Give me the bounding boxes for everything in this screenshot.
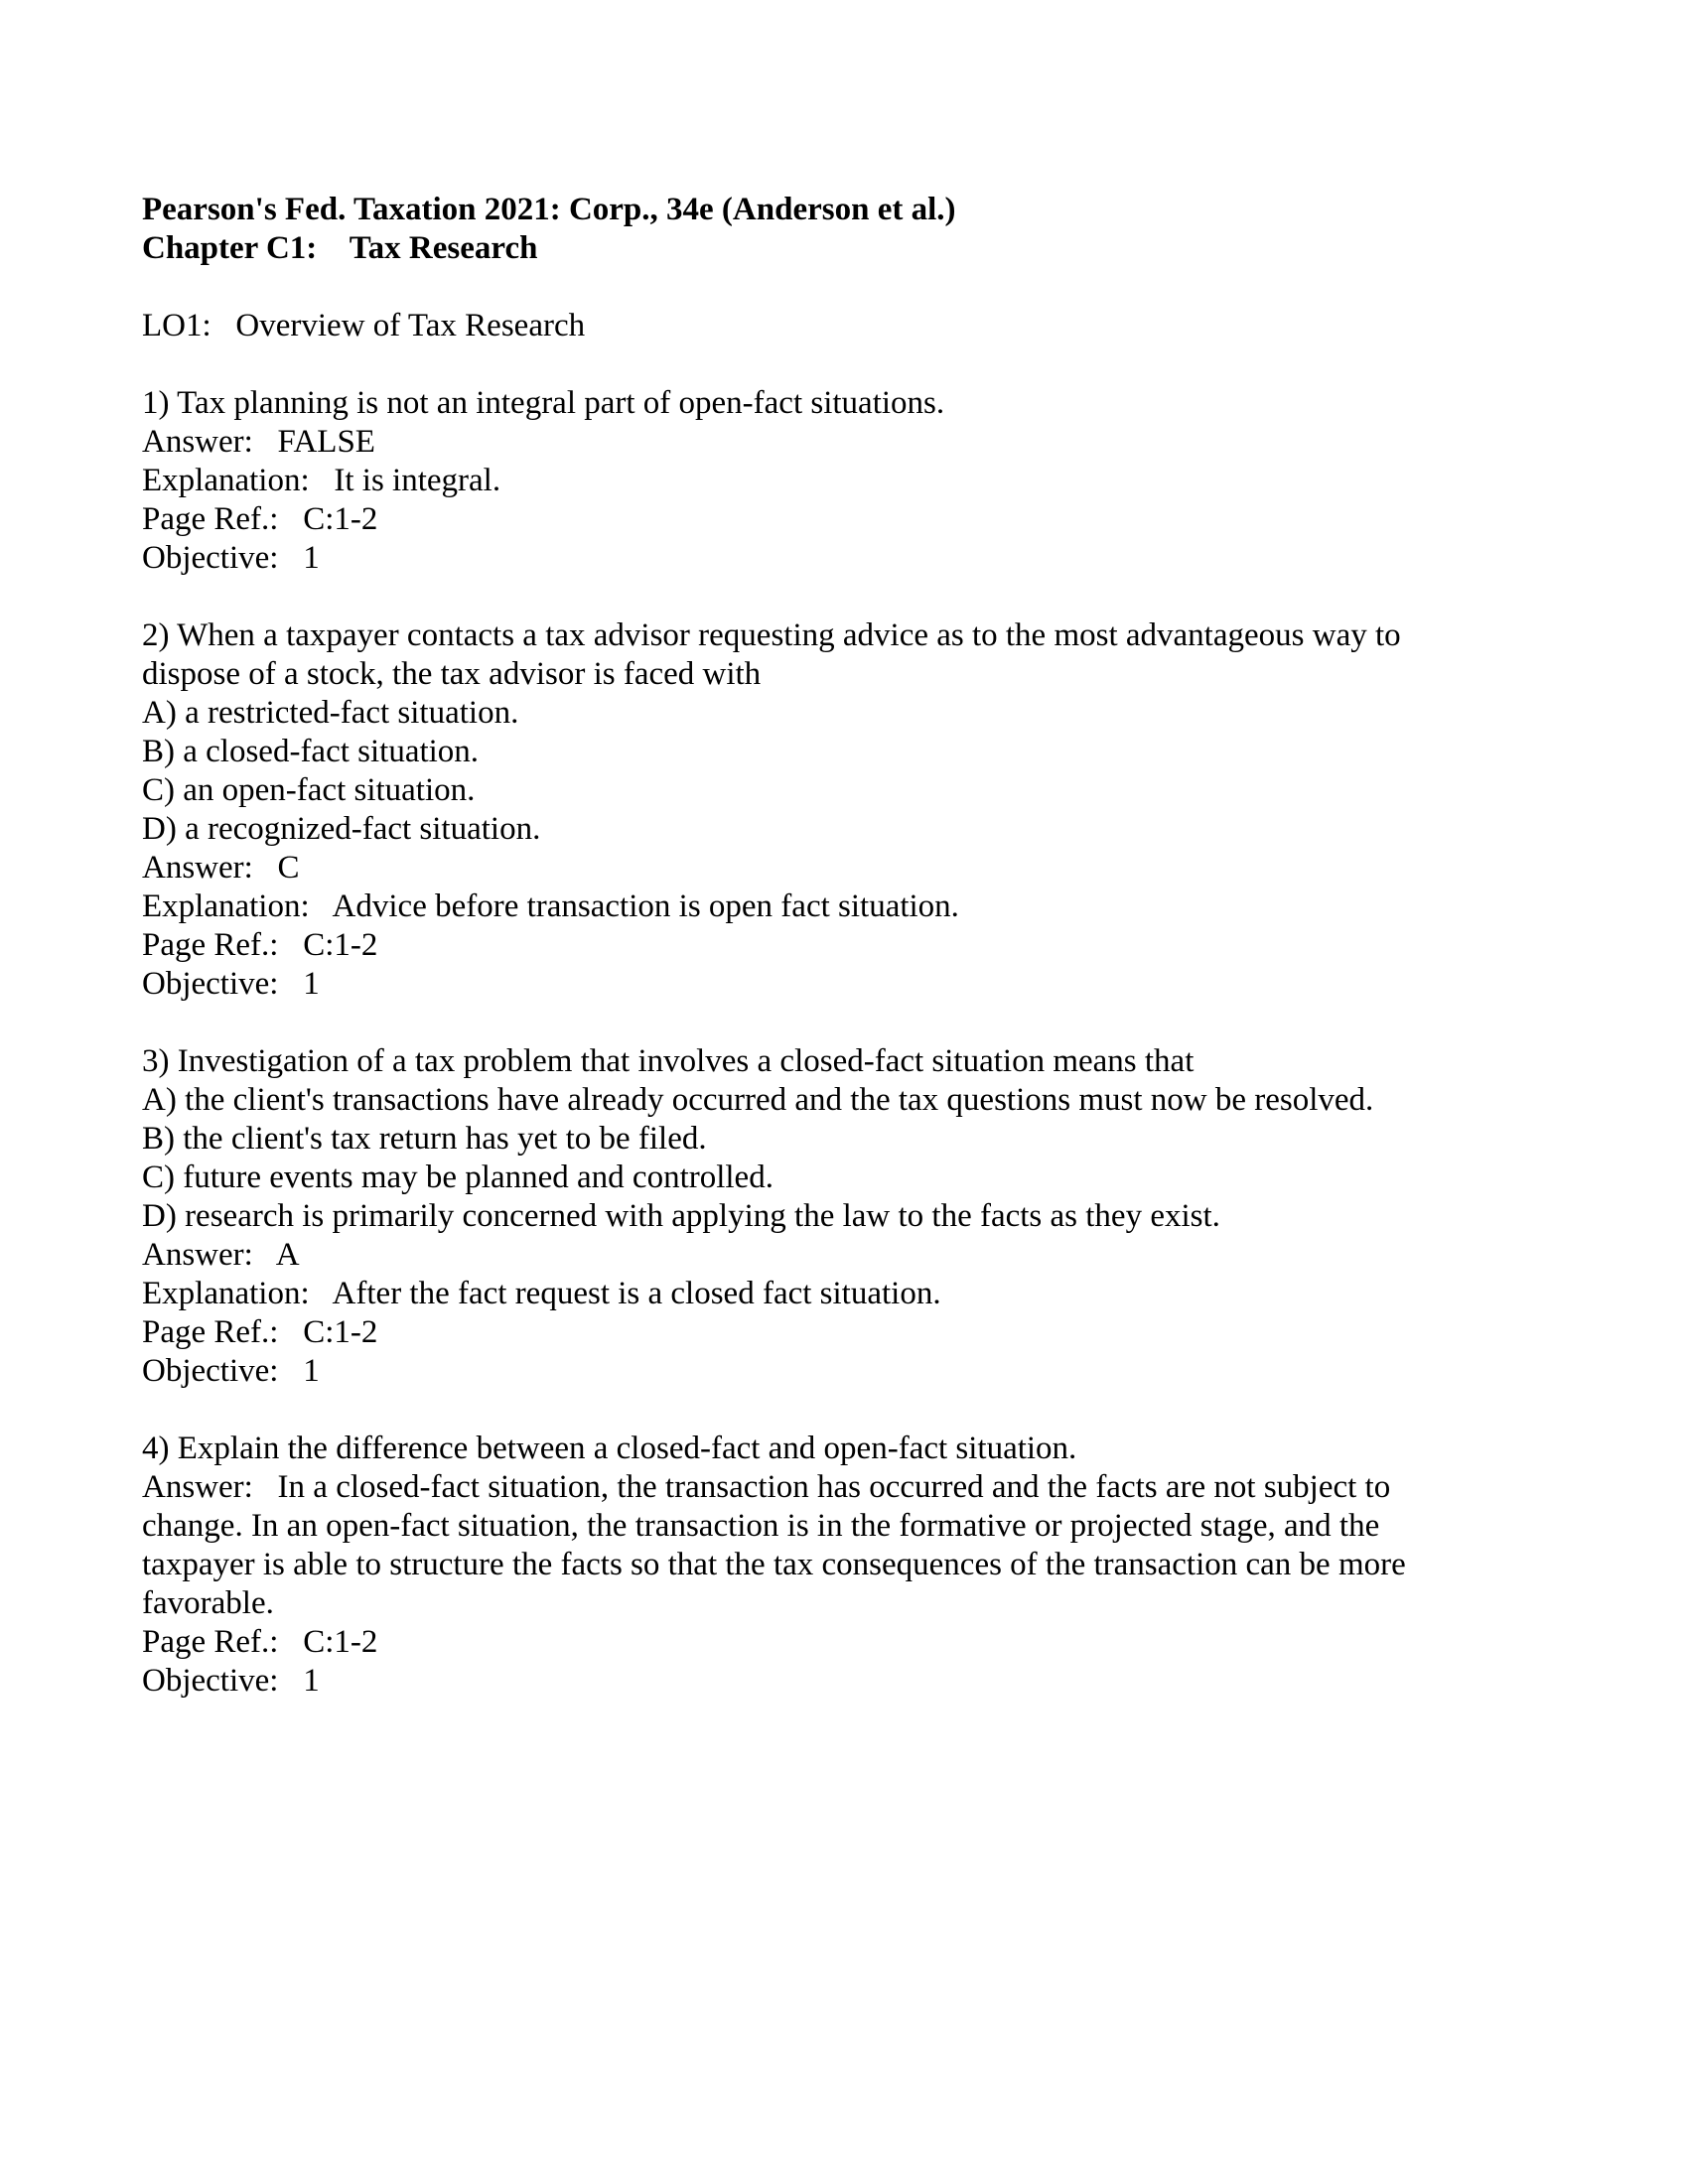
choice-c: C) an open-fact situation.: [142, 772, 476, 808]
explanation-line: Explanation: After the fact request is a closed fact situation.: [142, 1276, 941, 1311]
question-4: [142, 1430, 1450, 1701]
page-ref-line: Page Ref.: C:1-2: [142, 1624, 378, 1660]
choice-b: B) the client's tax return has yet to be filed.: [142, 1121, 707, 1157]
choice-a: A) a restricted-fact situation.: [142, 695, 519, 731]
question-2: [142, 616, 1450, 1004]
answer-line: Answer: FALSE: [142, 424, 375, 460]
objective-line: Objective: 1: [142, 540, 320, 576]
explanation-line: Explanation: It is integral.: [142, 463, 501, 498]
question-stem: 1) Tax planning is not an integral part of open-fact situations.: [142, 385, 945, 421]
objective-line: Objective: 1: [142, 1663, 320, 1699]
chapter-title: Chapter C1: Tax Research: [142, 230, 538, 266]
choice-a: A) the client's transactions have already occurred and the tax questions must now be resolved.: [142, 1082, 1374, 1118]
answer-line: Answer: A: [142, 1237, 300, 1273]
document-header: [142, 191, 1450, 268]
question-stem: 2) When a taxpayer contacts a tax advisor requesting advice as to the most advantageous way to dispose of a stock, the tax advisor is faced with: [142, 617, 1409, 692]
choice-d: D) a recognized-fact situation.: [142, 811, 541, 847]
book-title: Pearson's Fed. Taxation 2021: Corp., 34e (Anderson et al.): [142, 192, 956, 227]
page-ref-line: Page Ref.: C:1-2: [142, 501, 378, 537]
explanation-line: Explanation: Advice before transaction is open fact situation.: [142, 888, 959, 924]
learning-objective: LO1: Overview of Tax Research: [142, 308, 586, 343]
answer-line: Answer: In a closed-fact situation, the transaction has occurred and the facts are not subject to change. In an open-fact situation, the transaction is in the formative or projected stage, and the taxpayer is able to structure the facts so that the tax consequences of the transaction can be more favorable.: [142, 1469, 1415, 1621]
question-stem: 4) Explain the difference between a closed-fact and open-fact situation.: [142, 1431, 1077, 1466]
choice-b: B) a closed-fact situation.: [142, 734, 480, 769]
question-1: [142, 384, 1450, 578]
objective-line: Objective: 1: [142, 1353, 320, 1389]
question-3: [142, 1042, 1450, 1391]
choice-c: C) future events may be planned and controlled.: [142, 1160, 774, 1195]
page-ref-line: Page Ref.: C:1-2: [142, 1314, 378, 1350]
question-stem: 3) Investigation of a tax problem that involves a closed-fact situation means that: [142, 1043, 1195, 1079]
learning-objective-block: [142, 307, 1450, 345]
answer-line: Answer: C: [142, 850, 300, 886]
objective-line: Objective: 1: [142, 966, 320, 1002]
page-ref-line: Page Ref.: C:1-2: [142, 927, 378, 963]
choice-d: D) research is primarily concerned with applying the law to the facts as they exist.: [142, 1198, 1220, 1234]
